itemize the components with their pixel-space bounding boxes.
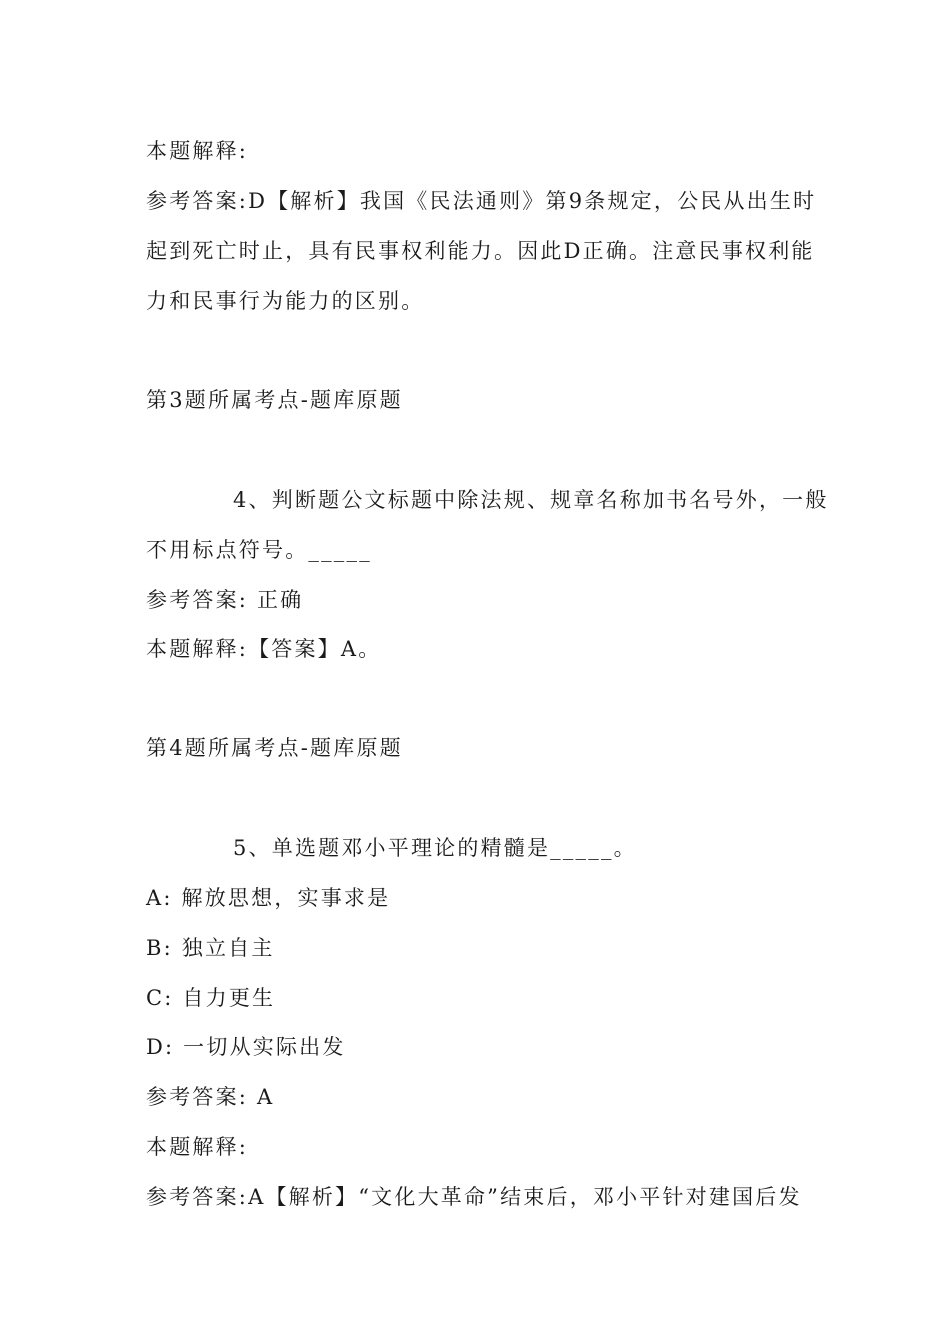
q2-explain-line-1: 参考答案:D【解析】我国《民法通则》第9条规定，公民从出生时 [146, 189, 817, 213]
q5-explain-line-1: 参考答案:A【解析】“文化大革命”结束后，邓小平针对建国后发 [146, 1185, 802, 1209]
q4-question-line-1: 4、判断题公文标题中除法规、规章名称加书名号外，一般 [233, 488, 829, 512]
q5-explain-label: 本题解释: [146, 1135, 249, 1159]
q2-explain-line-2: 起到死亡时止，具有民事权利能力。因此D正确。注意民事权利能 [146, 239, 815, 263]
q4-explain: 本题解释:【答案】A。 [146, 637, 382, 661]
q5-answer: 参考答案: A [146, 1085, 275, 1109]
q4-answer: 参考答案: 正确 [146, 588, 304, 612]
q4-topic: 第4题所属考点-题库原题 [146, 736, 403, 760]
q5-question: 5、单选题邓小平理论的精髓是_____。 [233, 836, 637, 860]
q2-explain-line-3: 力和民事行为能力的区别。 [146, 289, 425, 313]
q5-option-d: D: 一切从实际出发 [146, 1035, 346, 1059]
q5-option-a: A: 解放思想，实事求是 [146, 886, 391, 910]
q5-option-c: C: 自力更生 [146, 986, 276, 1010]
q5-option-b: B: 独立自主 [146, 936, 275, 960]
q4-question-line-2: 不用标点符号。_____ [146, 538, 372, 562]
q3-topic: 第3题所属考点-题库原题 [146, 388, 403, 412]
q2-explain-label: 本题解释: [146, 139, 249, 163]
